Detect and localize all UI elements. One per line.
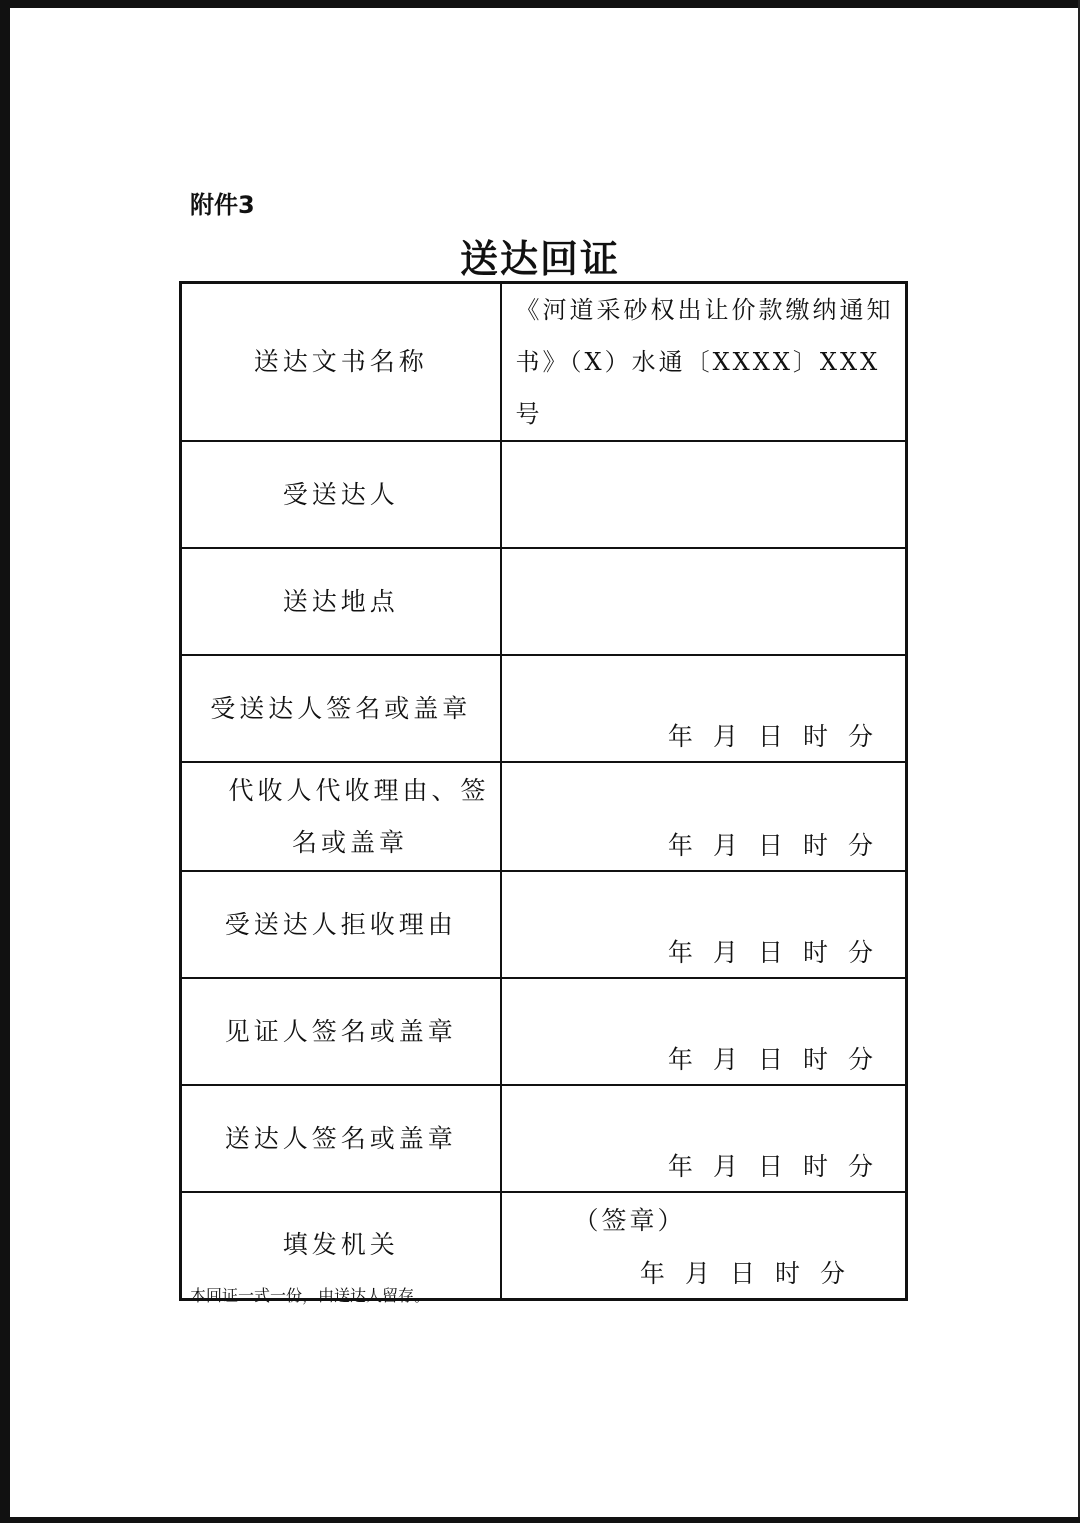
date-hour: 时 <box>802 938 828 967</box>
date-year: 年 <box>667 722 693 751</box>
date-hour: 时 <box>802 1045 828 1074</box>
table-row <box>181 441 907 548</box>
issuing-authority-field[interactable] <box>501 1192 907 1299</box>
date-minute: 分 <box>847 722 873 751</box>
table-row <box>181 871 907 978</box>
date-day: 日 <box>729 1258 755 1288</box>
date-day: 日 <box>757 938 783 967</box>
date-day: 日 <box>757 1152 783 1181</box>
doc-name-line: 《河道采砂权出让价款缴纳通知 <box>515 296 894 324</box>
date-year: 年 <box>667 1152 693 1181</box>
recipient-signature-label: 受送达人签名或盖章 <box>181 655 501 762</box>
recipient-signature-field[interactable] <box>501 655 907 762</box>
date-day: 日 <box>757 722 783 751</box>
refusal-reason-field[interactable] <box>501 871 907 978</box>
witness-signature-field[interactable] <box>501 978 907 1085</box>
deliverer-signature-field[interactable] <box>501 1085 907 1192</box>
date-line <box>620 1254 845 1290</box>
date-year: 年 <box>639 1258 665 1288</box>
table-row <box>181 762 907 871</box>
date-month: 月 <box>712 831 738 860</box>
date-month: 月 <box>684 1258 710 1288</box>
date-line <box>648 826 873 862</box>
label-line: 名或盖章 <box>292 827 409 857</box>
scan-border-top <box>0 0 1080 8</box>
date-hour: 时 <box>802 1152 828 1181</box>
table-row <box>181 548 907 655</box>
date-month: 月 <box>712 938 738 967</box>
delivery-location-field[interactable] <box>501 548 907 655</box>
recipient-field[interactable] <box>501 441 907 548</box>
date-line <box>648 1147 873 1183</box>
seal-text: （签章） <box>573 1206 686 1235</box>
date-minute: 分 <box>819 1258 845 1288</box>
doc-name-value <box>501 283 907 442</box>
date-day: 日 <box>757 831 783 860</box>
date-line <box>648 933 873 969</box>
witness-signature-label: 见证人签名或盖章 <box>181 978 501 1085</box>
date-minute: 分 <box>847 831 873 860</box>
date-line <box>648 1040 873 1076</box>
date-hour: 时 <box>802 722 828 751</box>
proxy-receiver-label <box>181 762 501 871</box>
delivery-receipt-table <box>179 281 908 1301</box>
date-month: 月 <box>712 722 738 751</box>
page-title: 送达回证 <box>459 237 620 281</box>
deliverer-signature-label: 送达人签名或盖章 <box>181 1085 501 1192</box>
date-day: 日 <box>757 1045 783 1074</box>
label-line: 代收人代收理由、签 <box>228 775 490 805</box>
attachment-label: 附件3 <box>190 191 255 219</box>
date-year: 年 <box>667 938 693 967</box>
date-month: 月 <box>712 1152 738 1181</box>
doc-name-label: 送达文书名称 <box>181 283 501 442</box>
date-minute: 分 <box>847 1152 873 1181</box>
date-minute: 分 <box>847 1045 873 1074</box>
proxy-receiver-field[interactable] <box>501 762 907 871</box>
date-minute: 分 <box>847 938 873 967</box>
delivery-location-label: 送达地点 <box>181 548 501 655</box>
footnote: 本回证一式一份，由送达人留存。 <box>190 1286 431 1305</box>
refusal-reason-label: 受送达人拒收理由 <box>181 871 501 978</box>
date-hour: 时 <box>802 831 828 860</box>
recipient-label: 受送达人 <box>181 441 501 548</box>
doc-name-line: 书》（X）水通〔XXXX〕XXX号 <box>515 348 881 428</box>
table-row <box>181 1085 907 1192</box>
issuing-authority-label: 填发机关 <box>181 1192 501 1299</box>
table-row <box>181 655 907 762</box>
date-year: 年 <box>667 831 693 860</box>
date-year: 年 <box>667 1045 693 1074</box>
scan-border-bottom <box>0 1517 1080 1523</box>
date-month: 月 <box>712 1045 738 1074</box>
date-hour: 时 <box>774 1258 800 1288</box>
date-line <box>648 717 873 753</box>
table-row <box>181 978 907 1085</box>
table-row <box>181 283 907 442</box>
